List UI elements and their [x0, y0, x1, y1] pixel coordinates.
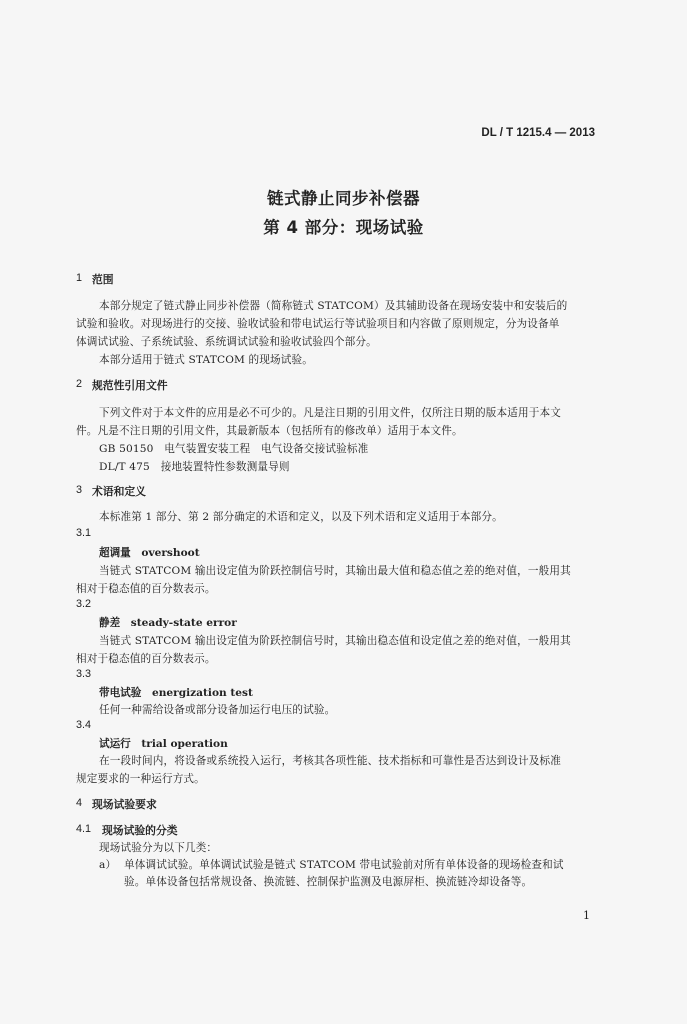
subsection-number: 4.1 [76, 823, 92, 835]
term-definition-line: 当链式 STATCOM 输出设定值为阶跃控制信号时，其输出最大值和稳态值之差的绝对值，一般用其 [99, 565, 571, 577]
section-1-para-line: 试验和验收。对现场进行的交接、验收试验和带电试运行等试验项目和内容做了原则规定，分为设备单 [76, 318, 560, 330]
term-number: 3.2 [76, 598, 92, 610]
term-definition-line: 相对于稳态值的百分数表示。 [76, 583, 216, 595]
list-marker: a） [99, 859, 117, 871]
term-title: 试运行 trial operation [99, 738, 228, 750]
term-number: 3.1 [76, 527, 92, 539]
section-2-para-line: 件。凡是不注日期的引用文件，其最新版本（包括所有的修改单）适用于本文件。 [76, 425, 463, 437]
document-subtitle: 第 4 部分：现场试验 [263, 218, 424, 237]
section-1-para-line: 体调试试验、子系统试验、系统调试试验和验收试验四个部分。 [76, 336, 377, 348]
term-definition-line: 任何一种需给设备或部分设备加运行电压的试验。 [99, 704, 336, 716]
reference-item: DL/T 475 接地装置特性参数测量导则 [99, 461, 290, 473]
subsection-heading: 现场试验的分类 [102, 824, 178, 837]
section-1-para-line: 本部分规定了链式静止同步补偿器（简称链式 STATCOM）及其辅助设备在现场安装中和安装后的 [99, 300, 568, 312]
term-definition-line: 相对于稳态值的百分数表示。 [76, 653, 216, 665]
section-1-para-line: 本部分适用于链式 STATCOM 的现场试验。 [99, 354, 314, 366]
section-2-number: 2 [76, 378, 83, 390]
section-1-heading: 范围 [92, 273, 114, 286]
section-4-number: 4 [76, 797, 83, 809]
standard-number: DL / T 1215.4 — 2013 [481, 127, 595, 139]
term-title: 带电试验 energization test [99, 687, 253, 699]
section-4-heading: 现场试验要求 [92, 798, 157, 811]
subsection-intro: 现场试验分为以下几类： [99, 842, 218, 854]
term-definition-line: 当链式 STATCOM 输出设定值为阶跃控制信号时，其输出稳态值和设定值之差的绝对值，一般用其 [99, 635, 571, 647]
section-1-number: 1 [76, 272, 83, 284]
term-number: 3.4 [76, 719, 92, 731]
term-number: 3.3 [76, 668, 92, 680]
term-definition-line: 规定要求的一种运行方式。 [76, 773, 205, 785]
page-number: 1 [583, 909, 590, 922]
section-2-heading: 规范性引用文件 [92, 379, 168, 392]
section-3-intro: 本标准第 1 部分、第 2 部分确定的术语和定义，以及下列术语和定义适用于本部分。 [99, 511, 503, 523]
reference-item: GB 50150 电气装置安装工程 电气设备交接试验标准 [99, 443, 369, 455]
section-2-para-line: 下列文件对于本文件的应用是必不可少的。凡是注日期的引用文件，仅所注日期的版本适用于本文 [99, 407, 561, 419]
document-title: 链式静止同步补偿器 [267, 189, 420, 208]
term-title: 超调量 overshoot [99, 547, 200, 559]
section-3-heading: 术语和定义 [92, 485, 146, 498]
term-title: 静差 steady-state error [99, 617, 237, 629]
section-3-number: 3 [76, 484, 83, 496]
list-item-line: 单体调试试验。单体调试试验是链式 STATCOM 带电试验前对所有单体设备的现场检查和试 [124, 859, 564, 871]
term-definition-line: 在一段时间内，将设备或系统投入运行，考核其各项性能、技术指标和可靠性是否达到设计及标准 [99, 755, 561, 767]
list-item-line: 验。单体设备包括常规设备、换流链、控制保护监测及电源屏柜、换流链冷却设备等。 [124, 876, 533, 888]
